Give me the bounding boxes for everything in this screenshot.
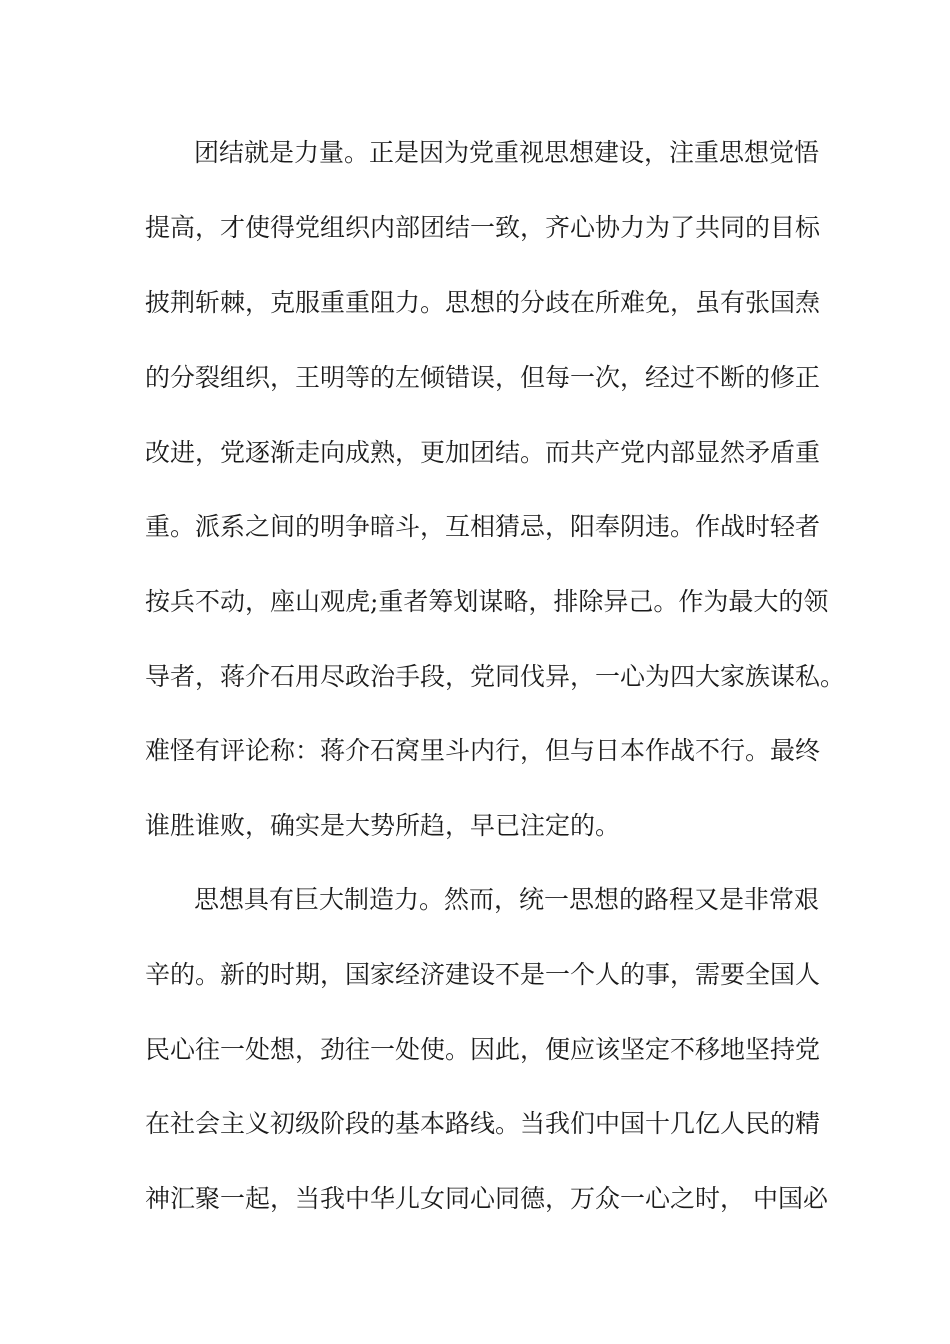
paragraph-2-line-4: 在社会主义初级阶段的基本路线。当我们中国十几亿人民的精 — [145, 1109, 821, 1138]
paragraph-2-line-2: 辛的。新的时期，国家经济建设不是一个人的事，需要全国人 — [145, 960, 821, 989]
paragraph-1-line-4: 的分裂组织，王明等的左倾错误，但每一次，经过不断的修正 — [145, 363, 821, 392]
paragraph-1-line-3: 披荆斩棘，克服重重阻力。思想的分歧在所难免，虽有张国焘 — [145, 288, 821, 317]
paragraph-1-line-8: 导者，蒋介石用尽政治手段，党同伐异，一心为四大家族谋私。 — [145, 662, 846, 691]
paragraph-2-line-3: 民心往一处想，劲往一处使。因此，便应该坚定不移地坚持党 — [145, 1035, 821, 1064]
paragraph-1-line-10: 谁胜谁败，确实是大势所趋，早已注定的。 — [145, 811, 621, 840]
paragraph-1-line-5: 改进，党逐渐走向成熟，更加团结。而共产党内部显然矛盾重 — [145, 438, 821, 467]
paragraph-1-line-7: 按兵不动，座山观虎;重者筹划谋略，排除异己。作为最大的领 — [145, 587, 829, 616]
paragraph-2-line-5: 神汇聚一起，当我中华儿女同心同德，万众一心之时， 中国必 — [145, 1184, 828, 1213]
paragraph-1-line-6: 重。派系之间的明争暗斗，互相猜忌，阳奉阴违。作战时轻者 — [145, 512, 821, 541]
paragraph-1-line-9: 难怪有评论称：蒋介石窝里斗内行，但与日本作战不行。最终 — [145, 736, 821, 765]
paragraph-1-line-2: 提高，才使得党组织内部团结一致，齐心协力为了共同的目标 — [145, 213, 821, 242]
paragraph-1-line-1: 团结就是力量。正是因为党重视思想建设，注重思想觉悟 — [194, 138, 820, 167]
paragraph-2-line-1: 思想具有巨大制造力。然而，统一思想的路程又是非常艰 — [194, 885, 820, 914]
